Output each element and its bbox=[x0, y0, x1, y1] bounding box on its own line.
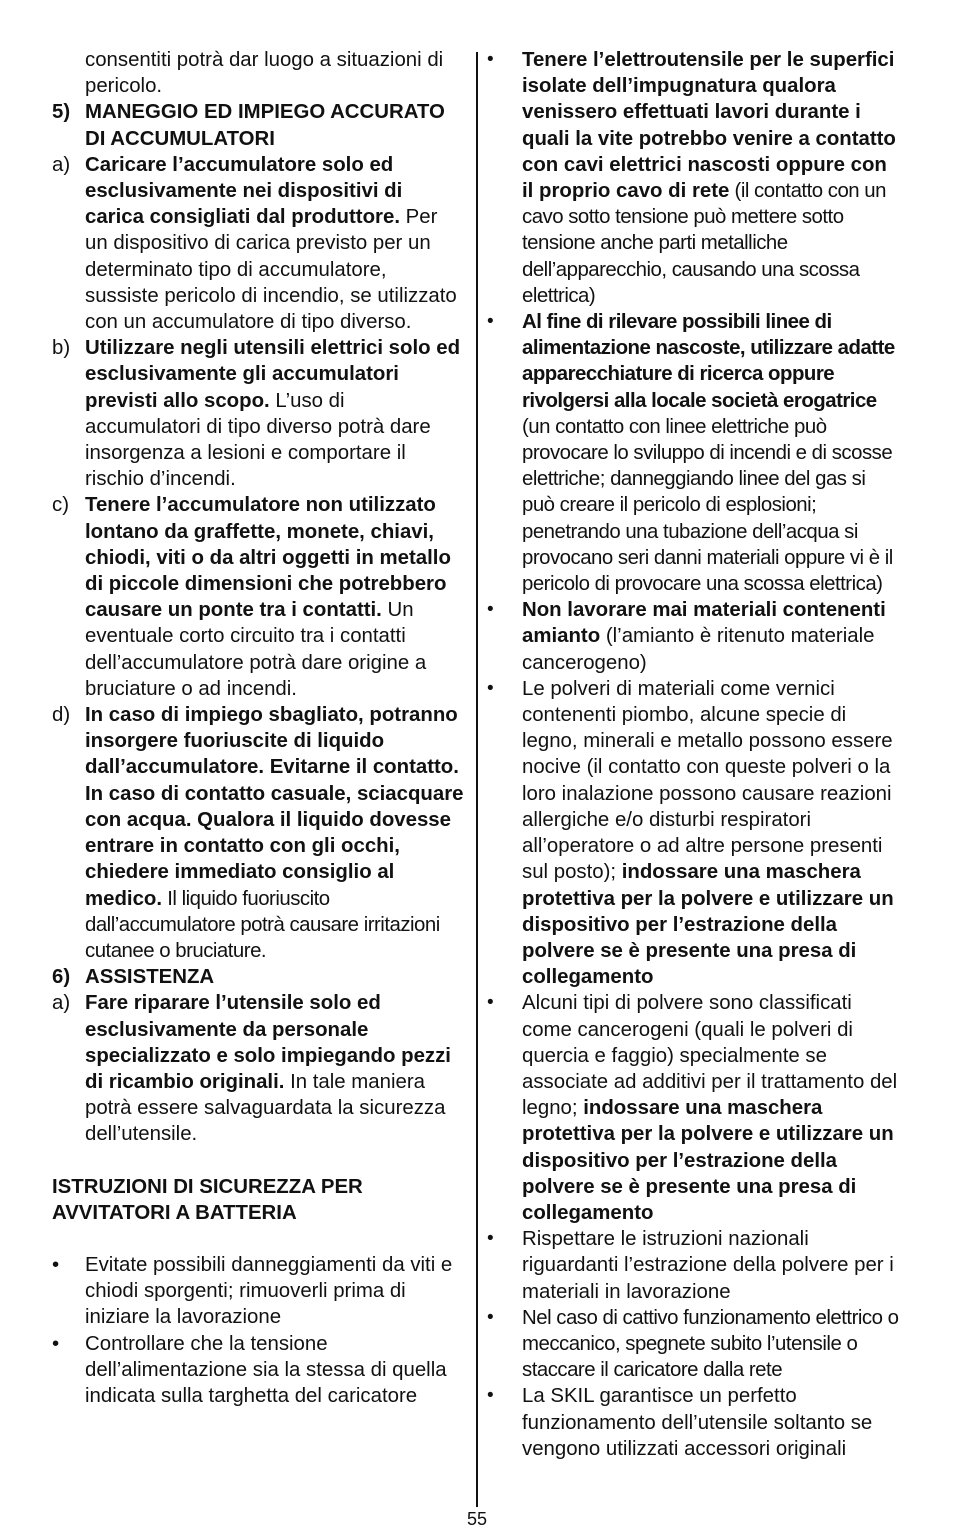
bullet-bold-text: Non lavorare mai materiali contenenti amianto bbox=[522, 599, 886, 648]
item-bold-text: Caricare l’accumulatore solo ed esclusivamente nei dispositivi di carica consigliati dal produttore. bbox=[85, 153, 403, 229]
bullet-text: (l’amianto è ritenuto materiale cancerogeno) bbox=[522, 625, 875, 674]
item-5d bbox=[52, 702, 464, 964]
section-title: ASSISTENZA bbox=[85, 966, 215, 989]
item-bold-text: In caso di impiego sbagliato, potranno insorgere fuoriuscite di liquido dall’accumulatore. Evitarne il contatto. In caso di contatto casuale, sciacquare con acqua. Qualora il liquido dovesse entrare in contatto con gli occhi, chiedere immediato consiglio al medico. bbox=[85, 704, 464, 910]
bullet-bold-text: indossare una maschera protettiva per la polvere e utilizzare un dispositivo per l’estrazione della polvere se è presente una presa di collegamento bbox=[522, 1097, 894, 1224]
bullet-text: (un contatto con linee elettriche può provocare lo sviluppo di incendi e di scosse elettriche; danneggiando linee del gas si può creare il pericolo di esplosioni; penetrando una tubazione dell’acqua si provocano seri danni materiali oppure vi è il pericolo di provocare una scossa elettrica) bbox=[522, 415, 893, 596]
left-column bbox=[52, 47, 464, 1409]
bullet-marker: • bbox=[52, 1332, 60, 1355]
column-divider bbox=[476, 52, 478, 1507]
item-bold-text: Fare riparare l’utensile solo ed esclusivamente da personale specializzato e solo impiegando pezzi di ricambio originali. bbox=[85, 992, 451, 1093]
bullet-bold-text: Al fine di rilevare possibili linee di alimentazione nascoste, utilizzare adatte apparecchiature di ricerca oppure rivolgersi alla locale società erogatrice bbox=[522, 311, 895, 412]
section-title: MANEGGIO ED IMPIEGO ACCURATO DI ACCUMULATORI bbox=[85, 101, 445, 150]
bullet-marker: • bbox=[487, 599, 494, 621]
bullet-marker: • bbox=[487, 992, 494, 1014]
bullet-bold-text: indossare una maschera protettiva per la polvere e utilizzare un dispositivo per l’estrazione della polvere se è presente una presa di collegamento bbox=[522, 861, 894, 989]
item-6a bbox=[52, 990, 464, 1147]
bullet-text: Alcuni tipi di polvere sono classificati come cancerogeni (quali le polveri di quercia e faggio) specialmente se associate ad additivi per il trattamento del legno; bbox=[522, 992, 898, 1120]
item-text: Il liquido fuoriuscito dall’accumulatore potrà causare irritazioni cutanee o bruciature. bbox=[85, 887, 440, 962]
bullet-text: Evitate possibili danneggiamenti da viti e chiodi sporgenti; rimuoverli prima di iniziare la lavorazione bbox=[85, 1253, 453, 1329]
continued-paragraph: consentiti potrà dar luogo a situazioni di pericolo. bbox=[85, 49, 444, 98]
item-5b bbox=[52, 335, 464, 492]
bullet-marker: • bbox=[487, 49, 494, 70]
item-marker: b) bbox=[52, 337, 71, 360]
bullet-text: Nel caso di cattivo funzionamento elettrico o meccanico, spegnete subito l’utensile o staccare il caricatore dalla rete bbox=[522, 1306, 899, 1382]
section-number: 6) bbox=[52, 966, 71, 989]
bullet-item bbox=[487, 1305, 903, 1384]
bullet-text: (il contatto con un cavo sotto tensione può mettere sotto tensione anche parti metalliche dell’apparecchio, causando una scossa elettrica) bbox=[522, 180, 886, 307]
section-5-heading bbox=[52, 99, 464, 151]
bullet-marker: • bbox=[487, 1385, 494, 1407]
bullet-item bbox=[52, 1252, 464, 1331]
section-number: 5) bbox=[52, 101, 71, 124]
bullet-text: Le polveri di materiali come vernici contenenti piombo, alcune specie di legno, minerali e metallo possono essere nocive (il contatto con queste polveri o la loro inalazione possono causare reazioni allergiche e/o disturbi respiratori all’operatore o ad altre persone presenti sul posto); bbox=[522, 677, 893, 884]
bullet-item bbox=[487, 309, 903, 597]
bullet-item bbox=[487, 47, 903, 309]
item-marker: c) bbox=[52, 494, 69, 517]
bullet-text: Rispettare le istruzioni nazionali riguardanti l’estrazione della polvere per i materiali in lavorazione bbox=[522, 1228, 894, 1303]
item-bold-text: Tenere l’accumulatore non utilizzato lontano da graffette, monete, chiavi, chiodi, viti o da altri oggetti in metallo di piccole dimensioni che potrebbero causare un ponte tra i contatti. bbox=[85, 494, 451, 622]
safety-heading: ISTRUZIONI DI SICUREZZA PER AVVITATORI A BATTERIA bbox=[52, 1175, 363, 1224]
bullet-marker: • bbox=[487, 1228, 494, 1250]
bullet-item bbox=[487, 990, 903, 1226]
section-6-heading bbox=[52, 964, 464, 990]
item-marker: a) bbox=[52, 992, 71, 1015]
bullet-marker: • bbox=[487, 311, 494, 333]
item-5a bbox=[52, 152, 464, 335]
bullet-item bbox=[487, 676, 903, 990]
bullet-item bbox=[487, 1226, 903, 1305]
item-text: L’uso di accumulatori di tipo diverso potrà dare insorgenza a lesioni e comportare il rischio d’incendi. bbox=[85, 389, 431, 491]
right-column bbox=[487, 47, 903, 1462]
item-text: Un eventuale corto circuito tra i contatti dell’accumulatore potrà dare origine a bruciature o ad incendi. bbox=[85, 599, 427, 700]
bullet-item bbox=[487, 1383, 903, 1462]
bullet-text: La SKIL garantisce un perfetto funzionamento dell’utensile soltanto se vengono utilizzati accessori originali bbox=[522, 1385, 873, 1460]
bullet-item bbox=[52, 1331, 464, 1410]
item-marker: d) bbox=[52, 704, 71, 727]
bullet-text: Controllare che la tensione dell’alimentazione sia la stessa di quella indicata sulla targhetta del caricatore bbox=[85, 1332, 447, 1407]
item-text: In tale maniera potrà essere salvaguardata la sicurezza dell’utensile. bbox=[85, 1070, 446, 1146]
bullet-marker: • bbox=[487, 1306, 494, 1328]
item-marker: a) bbox=[52, 153, 71, 176]
bullet-marker: • bbox=[52, 1253, 60, 1276]
page-number: 55 bbox=[466, 1509, 488, 1529]
bullet-marker: • bbox=[487, 677, 494, 699]
bullet-bold-text: Tenere l’elettroutensile per le superfici isolate dell’impugnatura qualora venissero effettuati lavori durante i quali la vite potrebbo venire a contatto con cavi elettrici nascosti oppure con il proprio cavo di rete bbox=[522, 49, 896, 203]
bullet-item bbox=[487, 597, 903, 676]
item-text: Per un dispositivo di carica previsto per un determinato tipo di accumulatore, sussiste pericolo di incendio, se utilizzato con un accumulatore di tipo diverso. bbox=[85, 206, 457, 334]
item-bold-text: Utilizzare negli utensili elettrici solo ed esclusivamente gli accumulatori previsti allo scopo. bbox=[85, 337, 461, 412]
item-5c bbox=[52, 492, 464, 702]
